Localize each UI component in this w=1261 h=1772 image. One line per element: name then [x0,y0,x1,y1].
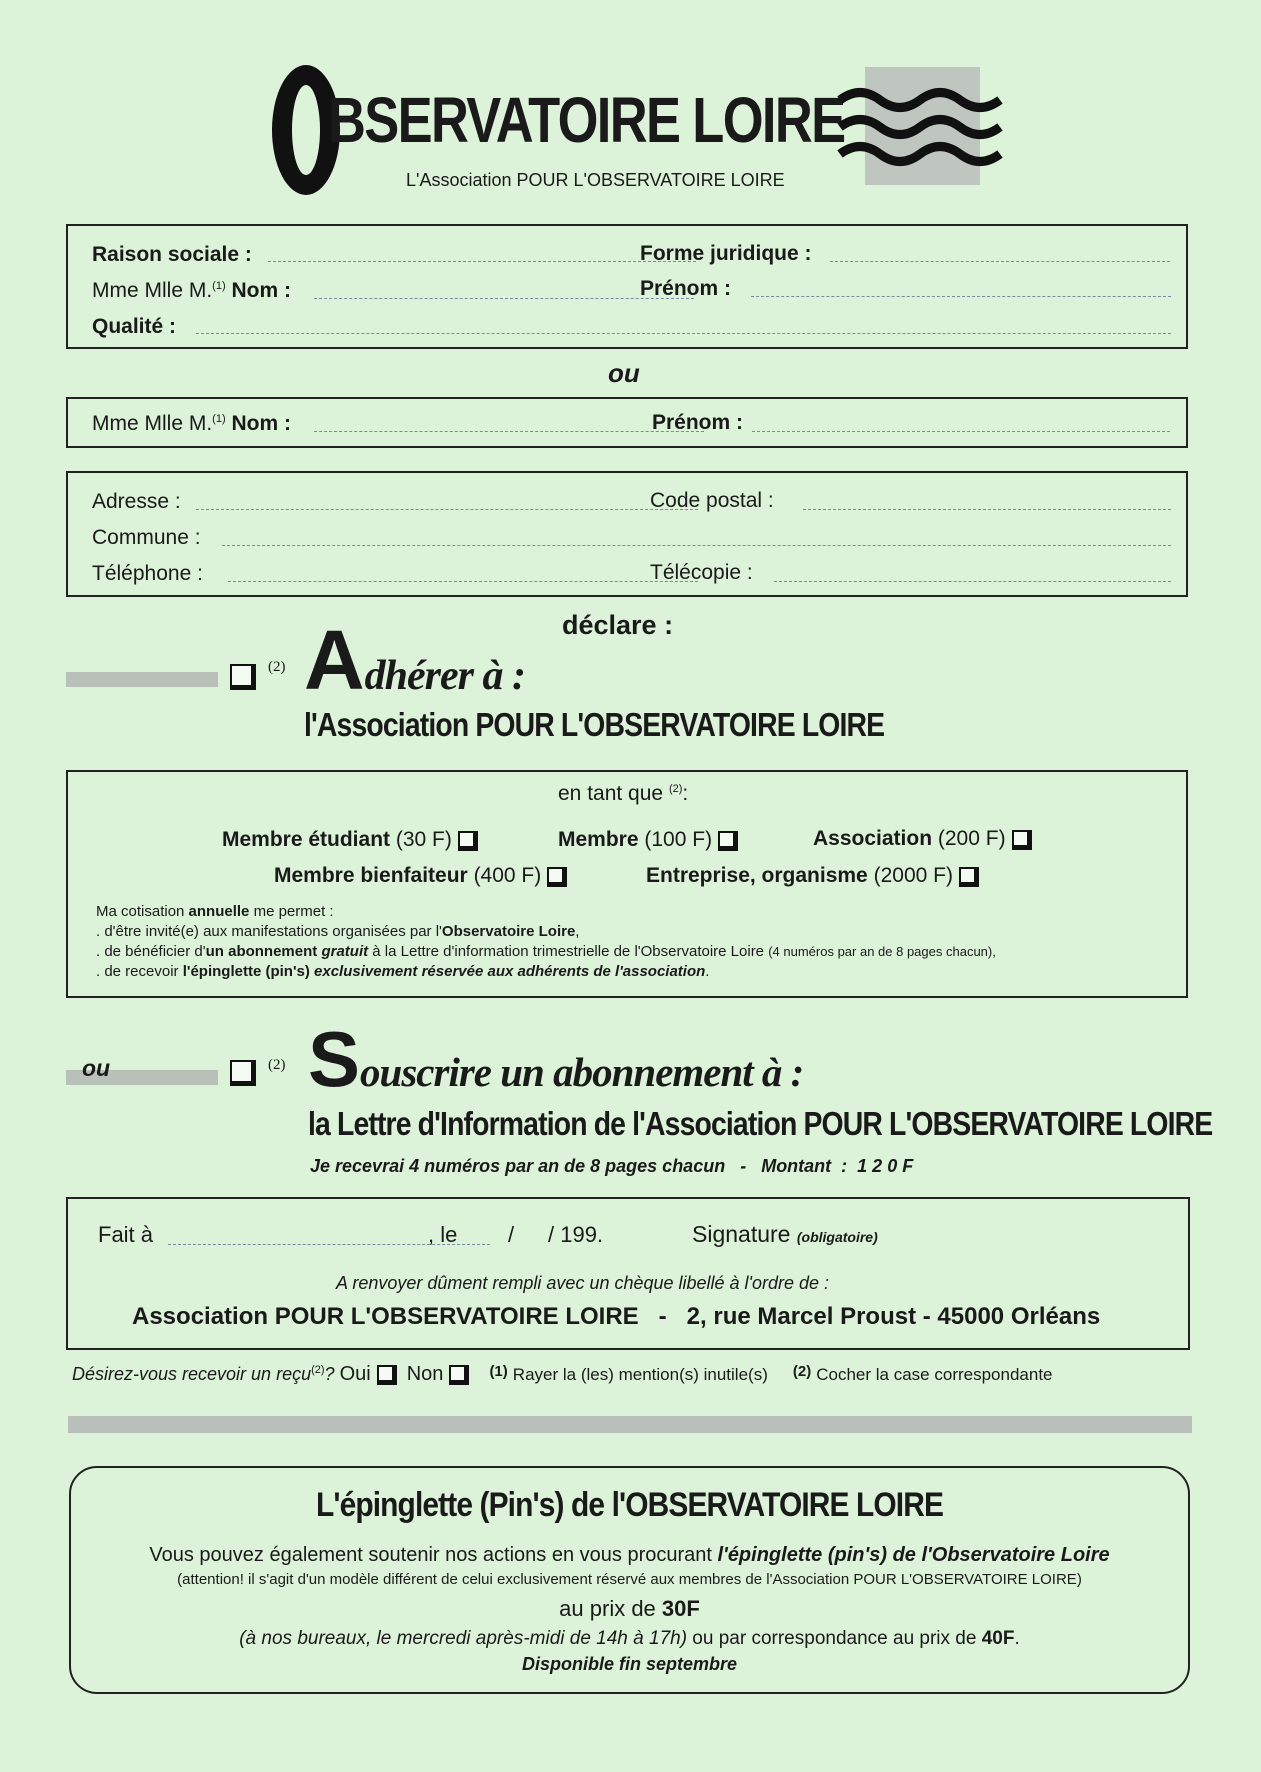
forme-juridique-label: Forme juridique : [640,242,812,265]
telephone-label: Téléphone : [92,562,203,585]
renvoyer-text: A renvoyer dûment rempli avec un chèque libellé à l'ordre de : [336,1273,830,1293]
telecopie-field[interactable] [774,581,1171,582]
qualite-label: Qualité : [92,315,177,338]
le-label: , le [428,1222,458,1247]
association-checkbox[interactable] [1012,830,1032,850]
benefit-3: . de recevoir l'épinglette (pin's) exclusivement réservée aux adhérents de l'association. [96,963,710,980]
option-membre[interactable]: Membre (100 F) [558,828,738,852]
logo-text [328,83,844,157]
adresse-label: Adresse : [92,490,181,513]
entreprise-checkbox[interactable] [959,867,979,887]
pins-line-4: (à nos bureaux, le mercredi après-midi de 14h à 17h) ou par correspondance au prix de 40F. [239,1628,1020,1649]
option-entreprise[interactable]: Entreprise, organisme (2000 F) [646,864,979,888]
telecopie-label: Télécopie : [650,561,753,584]
benefit-1: . d'être invité(e) aux manifestations organisées par l'Observatoire Loire, [96,923,580,940]
adresse-field[interactable] [196,509,698,510]
option-association[interactable]: Association (200 F) [813,827,1032,851]
souscrire-details: Je recevrai 4 numéros par an de 8 pages chacun - Montant : 1 2 0 F [310,1156,914,1176]
souscrire-subtitle: la Lettre d'Information de l'Association POUR L'OBSERVATOIRE LOIRE [308,1105,1213,1142]
logo [270,55,1010,205]
membership-box [66,770,1188,998]
recu-line: Désirez-vous recevoir un reçu$^{(2)}$? Oui Non $^{(1)}$ Rayer la (les) mention(s) inutile(s) $^{(2)}$ Cocher la case correspondante [72,1363,1053,1385]
person-nom-field[interactable] [314,431,704,432]
fait-a-label: Fait à [98,1222,154,1247]
benefit-2: . de bénéficier d'un abonnement gratuit à la Lettre d'information trimestrielle de l'Observatoire Loire (4 numéros par an de 8 pages chacun), [96,943,996,960]
membre-checkbox[interactable] [718,831,738,851]
pins-title: L'épinglette (Pin's) de l'OBSERVATOIRE LOIRE [315,1486,944,1524]
recu-non-checkbox[interactable] [449,1365,469,1385]
signature-box [66,1197,1190,1350]
ou-separator-1: ou [608,358,640,388]
raison-sociale-field[interactable] [268,261,696,262]
company-nom-field[interactable] [314,298,694,299]
signature-label: Signature (obligatoire) [692,1221,878,1247]
souscrire-note: (2) [268,1057,286,1073]
code-postal-field[interactable] [803,509,1171,510]
person-civilite-label: Mme Mlle M.$^{(1)}$ Nom : [92,412,291,435]
adherer-title: Adhérer à : [304,613,525,707]
option-membre-etudiant[interactable]: Membre étudiant (30 F) [222,828,478,852]
pins-line-3: au prix de 30F [559,1596,700,1621]
pins-line-5: Disponible fin septembre [521,1654,738,1674]
souscrire-title: Souscrire un abonnement à : [308,1015,804,1103]
pins-line-1: Vous pouvez également soutenir nos actions en vous procurant l'épinglette (pin's) de l'Observatoire Loire [149,1544,1110,1566]
logo-text-rest: BSERVATOIRE LOIRE [328,84,845,156]
telephone-field[interactable] [228,581,698,582]
membre-bienfaiteur-checkbox[interactable] [547,867,567,887]
membre-etudiant-checkbox[interactable] [458,831,478,851]
address-box [66,471,1188,597]
person-prenom-field[interactable] [752,431,1170,432]
option-membre-bienfaiteur[interactable]: Membre bienfaiteur (400 F) [274,864,567,888]
recu-oui-checkbox[interactable] [377,1365,397,1385]
membership-intro: en tant que $^{(2)}$: [558,782,689,805]
pins-box [69,1466,1190,1694]
forme-juridique-field[interactable] [830,261,1170,262]
qualite-field[interactable] [196,333,1171,334]
return-address: Association POUR L'OBSERVATOIRE LOIRE - 2, rue Marcel Proust - 45000 Orléans [132,1303,1101,1330]
adherer-note: (2) [268,659,286,675]
company-box [66,224,1188,349]
commune-label: Commune : [92,526,201,549]
declare-heading: déclare : [562,610,674,640]
raison-sociale-label: Raison sociale : [92,243,252,266]
date-slash-1: / [508,1222,515,1247]
person-prenom-label: Prénom : [652,411,744,434]
person-box [66,397,1188,448]
waves-icon [835,85,1010,175]
ou-separator-2: ou [82,1055,111,1081]
pins-line-2: (attention! il s'agit d'un modèle différent de celui exclusivement réservé aux membres de l'Association POUR L'OBSERVATOIRE LOIRE) [177,1571,1082,1588]
code-postal-label: Code postal : [650,489,774,512]
logo-subtitle: L'Association POUR L'OBSERVATOIRE LOIRE [406,170,785,190]
civilite-label: Mme Mlle M.$^{(1)}$ Nom : [92,279,291,302]
separator-grey-bar [68,1416,1192,1433]
souscrire-checkbox[interactable] [230,1060,256,1086]
adherer-grey-bar [66,672,218,687]
company-prenom-field[interactable] [751,296,1171,297]
company-prenom-label: Prénom : [640,277,732,300]
adherer-checkbox[interactable] [230,664,256,690]
benefits-text [96,902,996,982]
commune-field[interactable] [222,545,1171,546]
adherer-subtitle: l'Association POUR L'OBSERVATOIRE LOIRE [304,706,885,743]
benefits-intro: Ma cotisation annuelle me permet : [96,903,334,920]
date-slash-2: / 199. [548,1222,604,1247]
